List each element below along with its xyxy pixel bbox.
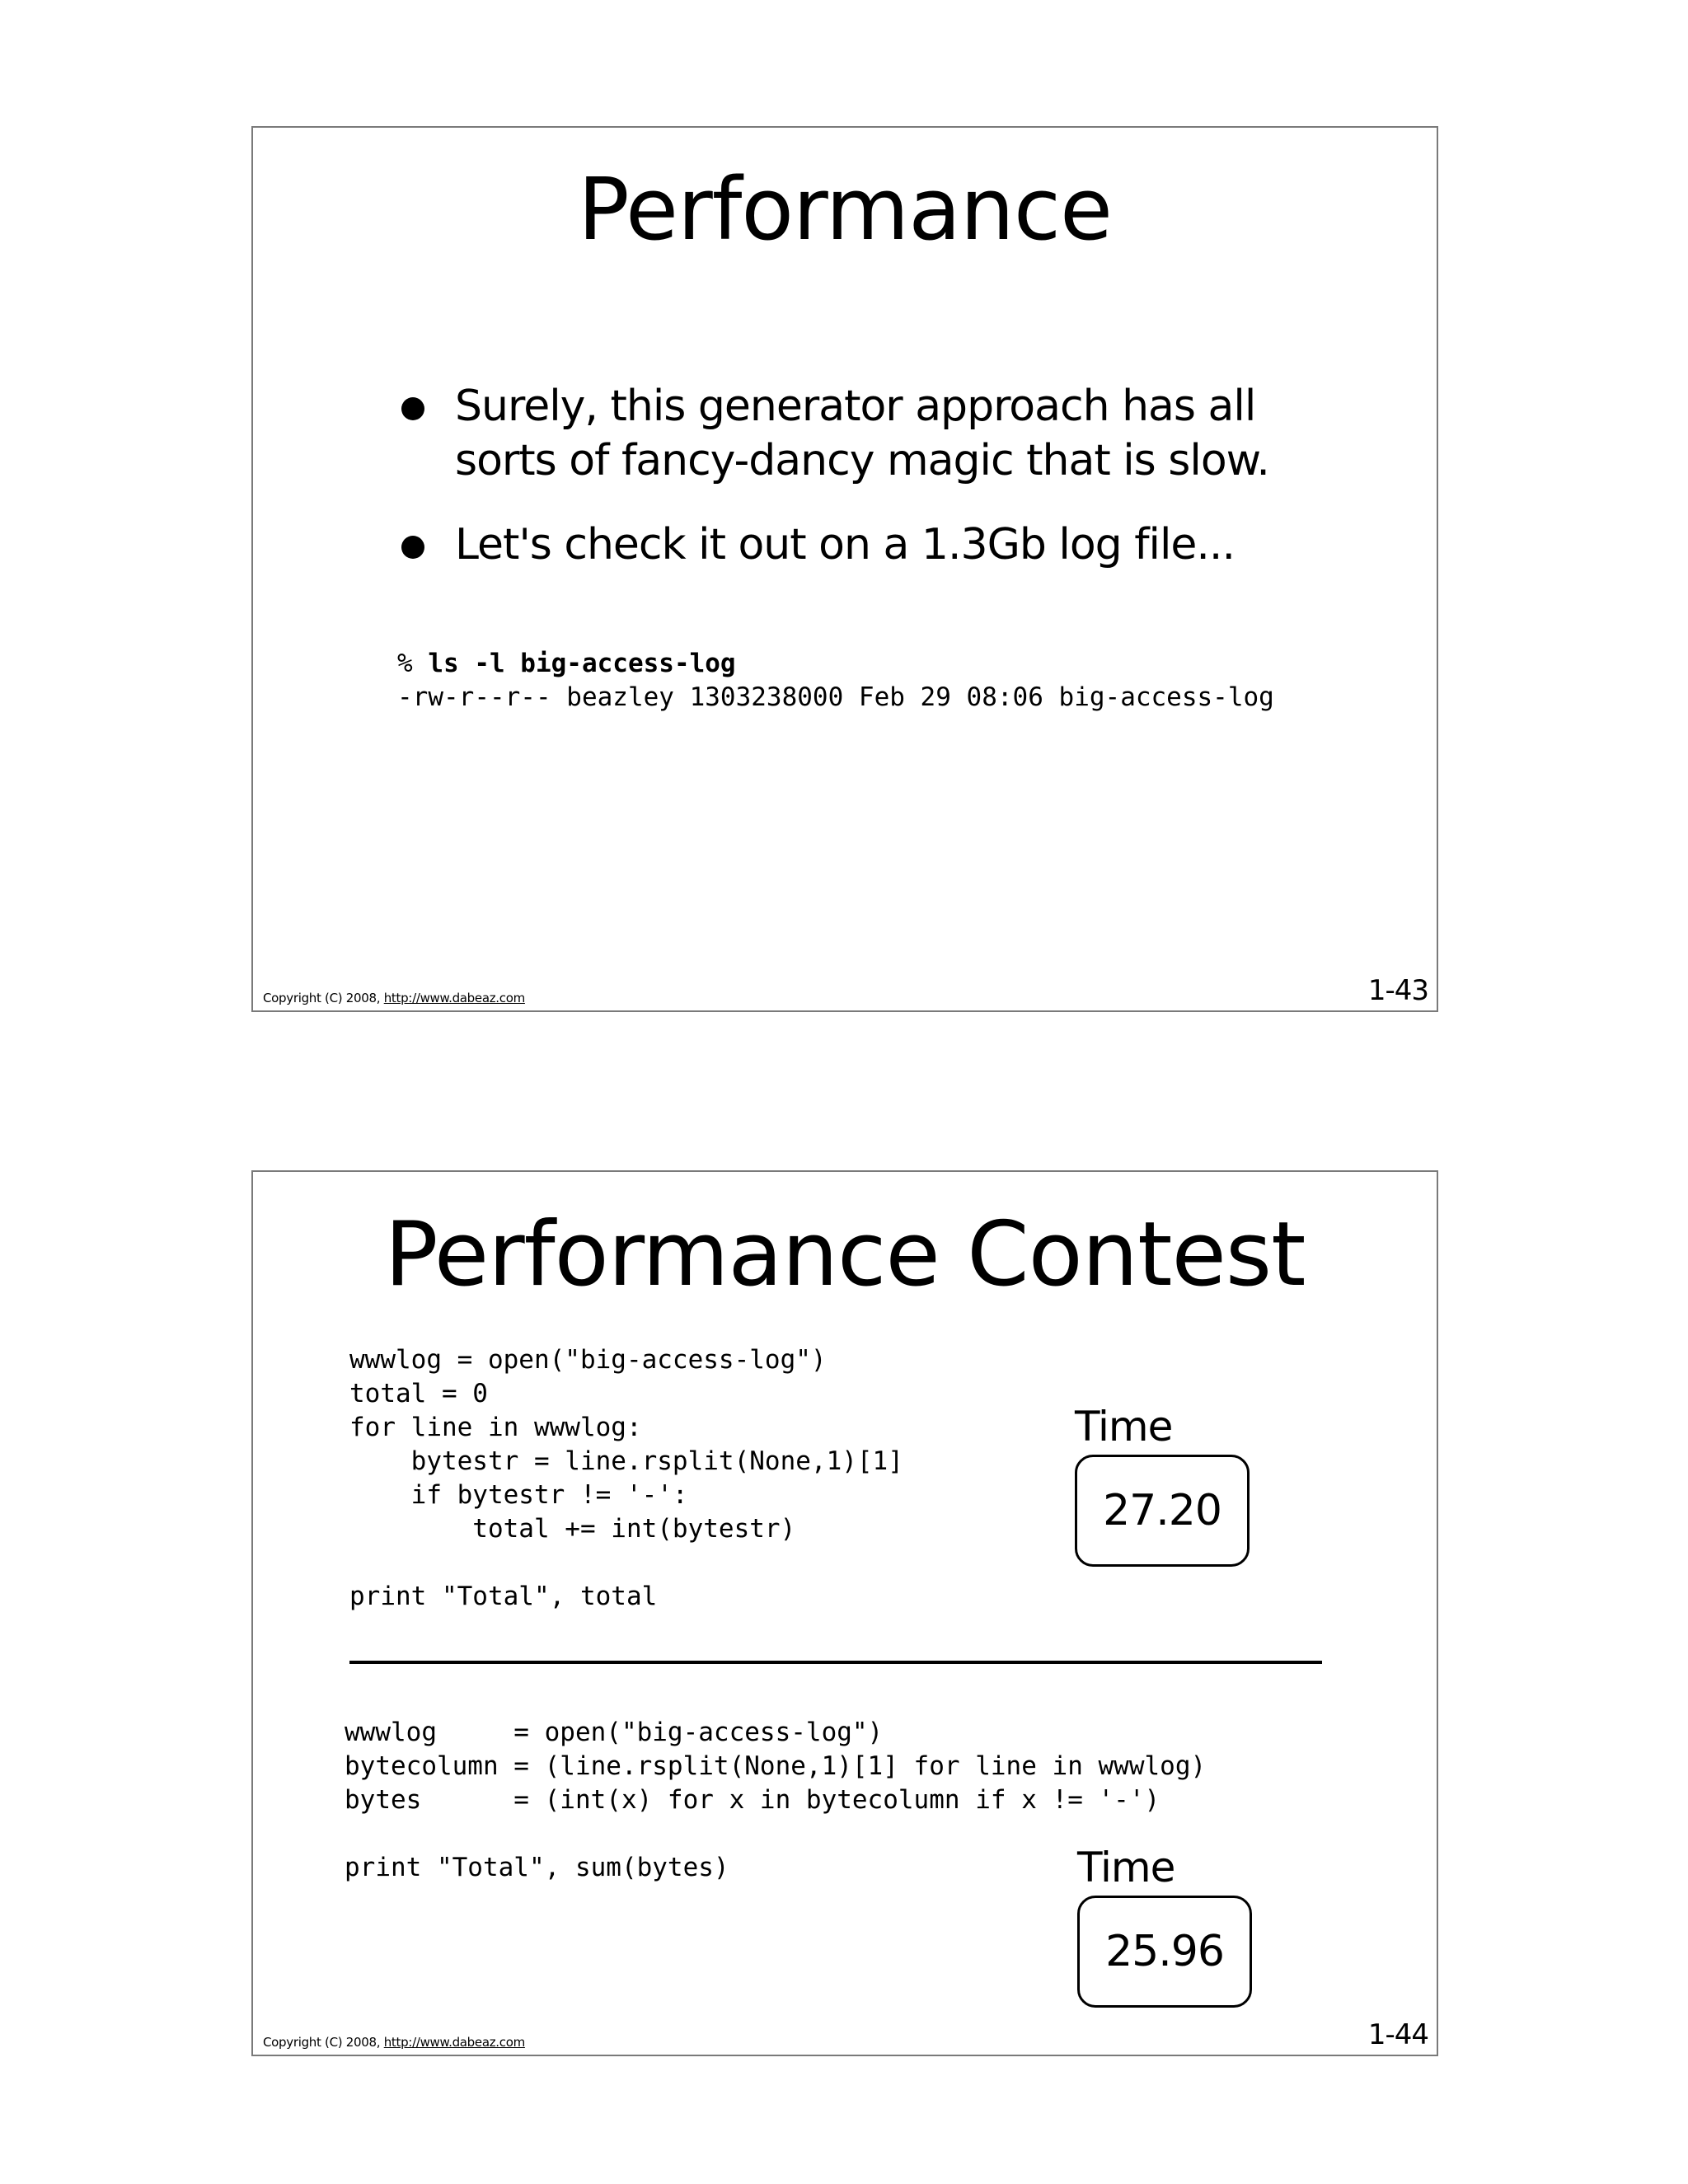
code-block-generator: wwwlog = open("big-access-log") bytecolumn = (line.rsplit(None,1)[1] for line in wwwlog) bytes = (int(x) for x in bytecolumn if x != '-') print "Total", sum(bytes) <box>345 1718 1207 1882</box>
bullet-text: Let's check it out on a 1.3Gb log file... <box>455 520 1235 569</box>
bullet-list <box>401 379 1308 602</box>
bullet-icon <box>401 536 424 559</box>
slide-footer <box>263 2035 525 2050</box>
shell-command: ls -l big-access-log <box>428 649 736 678</box>
time-value: 27.20 <box>1103 1486 1221 1535</box>
shell-prompt: % <box>397 649 429 678</box>
time-value: 25.96 <box>1105 1927 1224 1976</box>
footer-link[interactable]: http://www.dabeaz.com <box>383 2035 525 2050</box>
slide-performance <box>251 126 1438 1012</box>
time-value-box <box>1075 1455 1250 1567</box>
footer-link[interactable]: http://www.dabeaz.com <box>383 991 525 1005</box>
slide-footer <box>263 991 525 1005</box>
code-block-loop: wwwlog = open("big-access-log") total = 0 for line in wwwlog: bytestr = line.rsplit(None,1)[1] if bytestr != '-': total += int(bytestr) print "Total", total <box>349 1345 903 1611</box>
slide-performance-contest <box>251 1170 1438 2056</box>
bullet-item <box>401 518 1308 572</box>
slide-title: Performance <box>577 159 1113 260</box>
time-label: Time <box>1077 1844 1175 1891</box>
terminal-output <box>397 647 1274 715</box>
command-output: -rw-r--r-- beazley 1303238000 Feb 29 08:06 big-access-log <box>397 682 1274 712</box>
slide-number: 1-43 <box>1367 974 1428 1007</box>
slide-number: 1-44 <box>1367 2018 1428 2051</box>
divider <box>349 1661 1322 1664</box>
slide-title: Performance Contest <box>384 1203 1306 1306</box>
bullet-text: Surely, this generator approach has all sorts of fancy-dancy magic that is slow. <box>455 382 1269 485</box>
bullet-icon <box>401 397 424 420</box>
bullet-item <box>401 379 1308 488</box>
time-label: Time <box>1075 1403 1173 1451</box>
copyright-text: Copyright (C) 2008, <box>263 991 384 1005</box>
time-value-box <box>1077 1896 1252 2008</box>
copyright-text: Copyright (C) 2008, <box>263 2035 384 2050</box>
